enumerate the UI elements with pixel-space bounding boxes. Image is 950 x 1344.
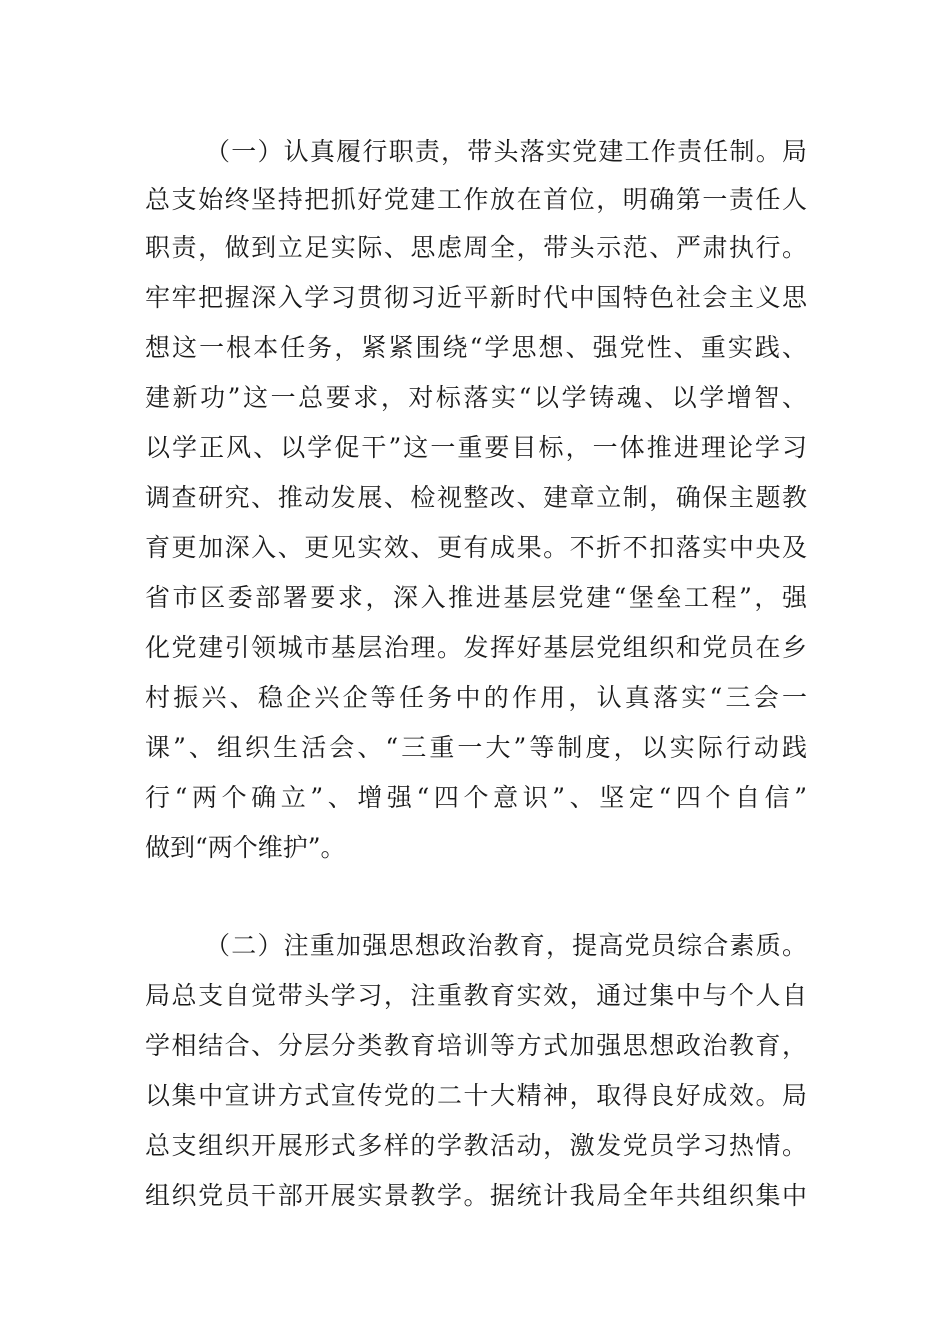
- paragraph-line: 行“两个确立”、增强“四个意识”、坚定“四个自信”: [145, 783, 807, 812]
- paragraph-line: 局总支自觉带头学习，注重教育实效，通过集中与个人自: [145, 981, 807, 1010]
- paragraph-line: 村振兴、稳企兴企等任务中的作用，认真落实“三会一: [145, 683, 807, 712]
- paragraph-line: 做到“两个维护”。: [145, 833, 346, 862]
- paragraph-line: 以学正风、以学促干”这一重要目标，一体推进理论学习: [145, 433, 807, 462]
- paragraph-line: 牢牢把握深入学习贯彻习近平新时代中国特色社会主义思: [145, 283, 807, 312]
- paragraph-line: 以集中宣讲方式宣传党的二十大精神，取得良好成效。局: [145, 1081, 807, 1110]
- paragraph-line: 想这一根本任务，紧紧围绕“学思想、强党性、重实践、: [145, 333, 807, 362]
- paragraph-line: 组织党员干部开展实景教学。据统计我局全年共组织集中: [145, 1181, 807, 1210]
- paragraph-line: 省市区委部署要求，深入推进基层党建“堡垒工程”，强: [145, 583, 807, 612]
- paragraph-line: （二）注重加强思想政治教育，提高党员综合素质。: [205, 931, 807, 960]
- paragraph-line: 建新功”这一总要求，对标落实“以学铸魂、以学增智、: [145, 383, 807, 412]
- paragraph-line: 职责，做到立足实际、思虑周全，带头示范、严肃执行。: [145, 233, 807, 262]
- paragraph-line: 学相结合、分层分类教育培训等方式加强思想政治教育，: [145, 1031, 807, 1060]
- paragraph-line: （一）认真履行职责，带头落实党建工作责任制。局: [205, 137, 807, 166]
- paragraph-line: 化党建引领城市基层治理。发挥好基层党组织和党员在乡: [145, 633, 807, 662]
- paragraph-line: 调查研究、推动发展、检视整改、建章立制，确保主题教: [145, 483, 807, 512]
- paragraph-line: 总支始终坚持把抓好党建工作放在首位，明确第一责任人: [145, 185, 807, 214]
- paragraph-line: 课”、组织生活会、“三重一大”等制度，以实际行动践: [145, 733, 807, 762]
- paragraph-line: 育更加深入、更见实效、更有成果。不折不扣落实中央及: [145, 533, 807, 562]
- paragraph-line: 总支组织开展形式多样的学教活动，激发党员学习热情。: [145, 1131, 807, 1160]
